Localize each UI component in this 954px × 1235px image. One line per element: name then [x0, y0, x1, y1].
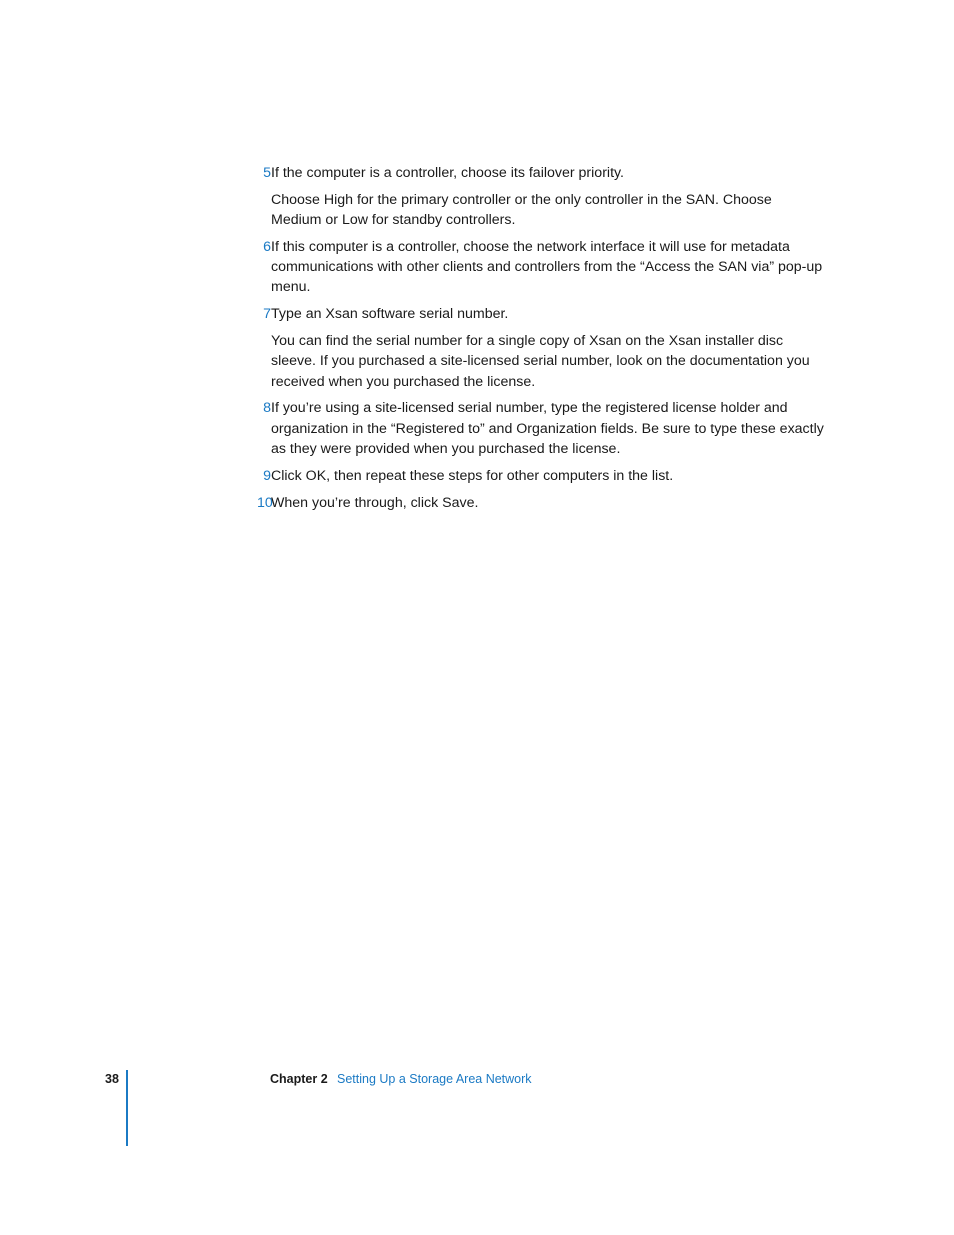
step-text: Click OK, then repeat these steps for other computers in the list.: [271, 467, 674, 484]
step-text: When you’re through, click Save.: [271, 494, 479, 511]
step-body: [271, 304, 826, 392]
step-number-text: 5: [263, 165, 271, 181]
step-detail: Choose High for the primary controller or the only controller in the SAN. Choose Medium or Low for standby controllers.: [271, 191, 772, 229]
step-number: [246, 237, 271, 298]
step-number-text: 10: [257, 494, 273, 511]
step-body: [271, 237, 826, 298]
footer-chapter-label: Chapter 2: [270, 1072, 328, 1086]
step-number-text: 6: [263, 238, 271, 255]
step-7: [246, 304, 826, 392]
step-9: [246, 466, 826, 486]
step-number-text: 9: [263, 467, 271, 484]
step-number: [246, 304, 271, 392]
step-list: [246, 163, 826, 519]
step-5: [246, 163, 826, 230]
step-number: [246, 163, 271, 230]
step-number-text: 8: [263, 400, 271, 417]
step-body: [271, 163, 826, 230]
step-number: [246, 398, 271, 459]
footer-chapter-title: Setting Up a Storage Area Network: [337, 1072, 532, 1086]
page-number: 38: [105, 1072, 119, 1086]
step-body: [271, 398, 826, 459]
step-8: [246, 398, 826, 459]
step-text: Type an Xsan software serial number.: [271, 306, 509, 323]
step-number: [246, 466, 271, 486]
step-text: If this computer is a controller, choose the network interface it will use for metadata communications with other clients and controllers from the “Access the SAN via” pop-up menu.: [271, 238, 823, 296]
step-number-text: 7: [263, 306, 271, 323]
step-detail: You can find the serial number for a single copy of Xsan on the Xsan installer disc sleeve. If you purchased a site-licensed serial number, look on the documentation you received when you purchased the license.: [271, 333, 810, 390]
step-body: [271, 493, 826, 513]
step-text: If the computer is a controller, choose its failover priority.: [271, 165, 624, 181]
step-body: [271, 466, 826, 486]
step-10: [246, 493, 826, 513]
step-6: [246, 237, 826, 298]
footer-divider: [126, 1070, 128, 1146]
step-text: If you’re using a site-licensed serial number, type the registered license holder and organization in the “Registered to” and Organization fields. Be sure to type these exactly as they were provided when you purchased the license.: [271, 400, 824, 458]
step-number: [246, 493, 271, 513]
